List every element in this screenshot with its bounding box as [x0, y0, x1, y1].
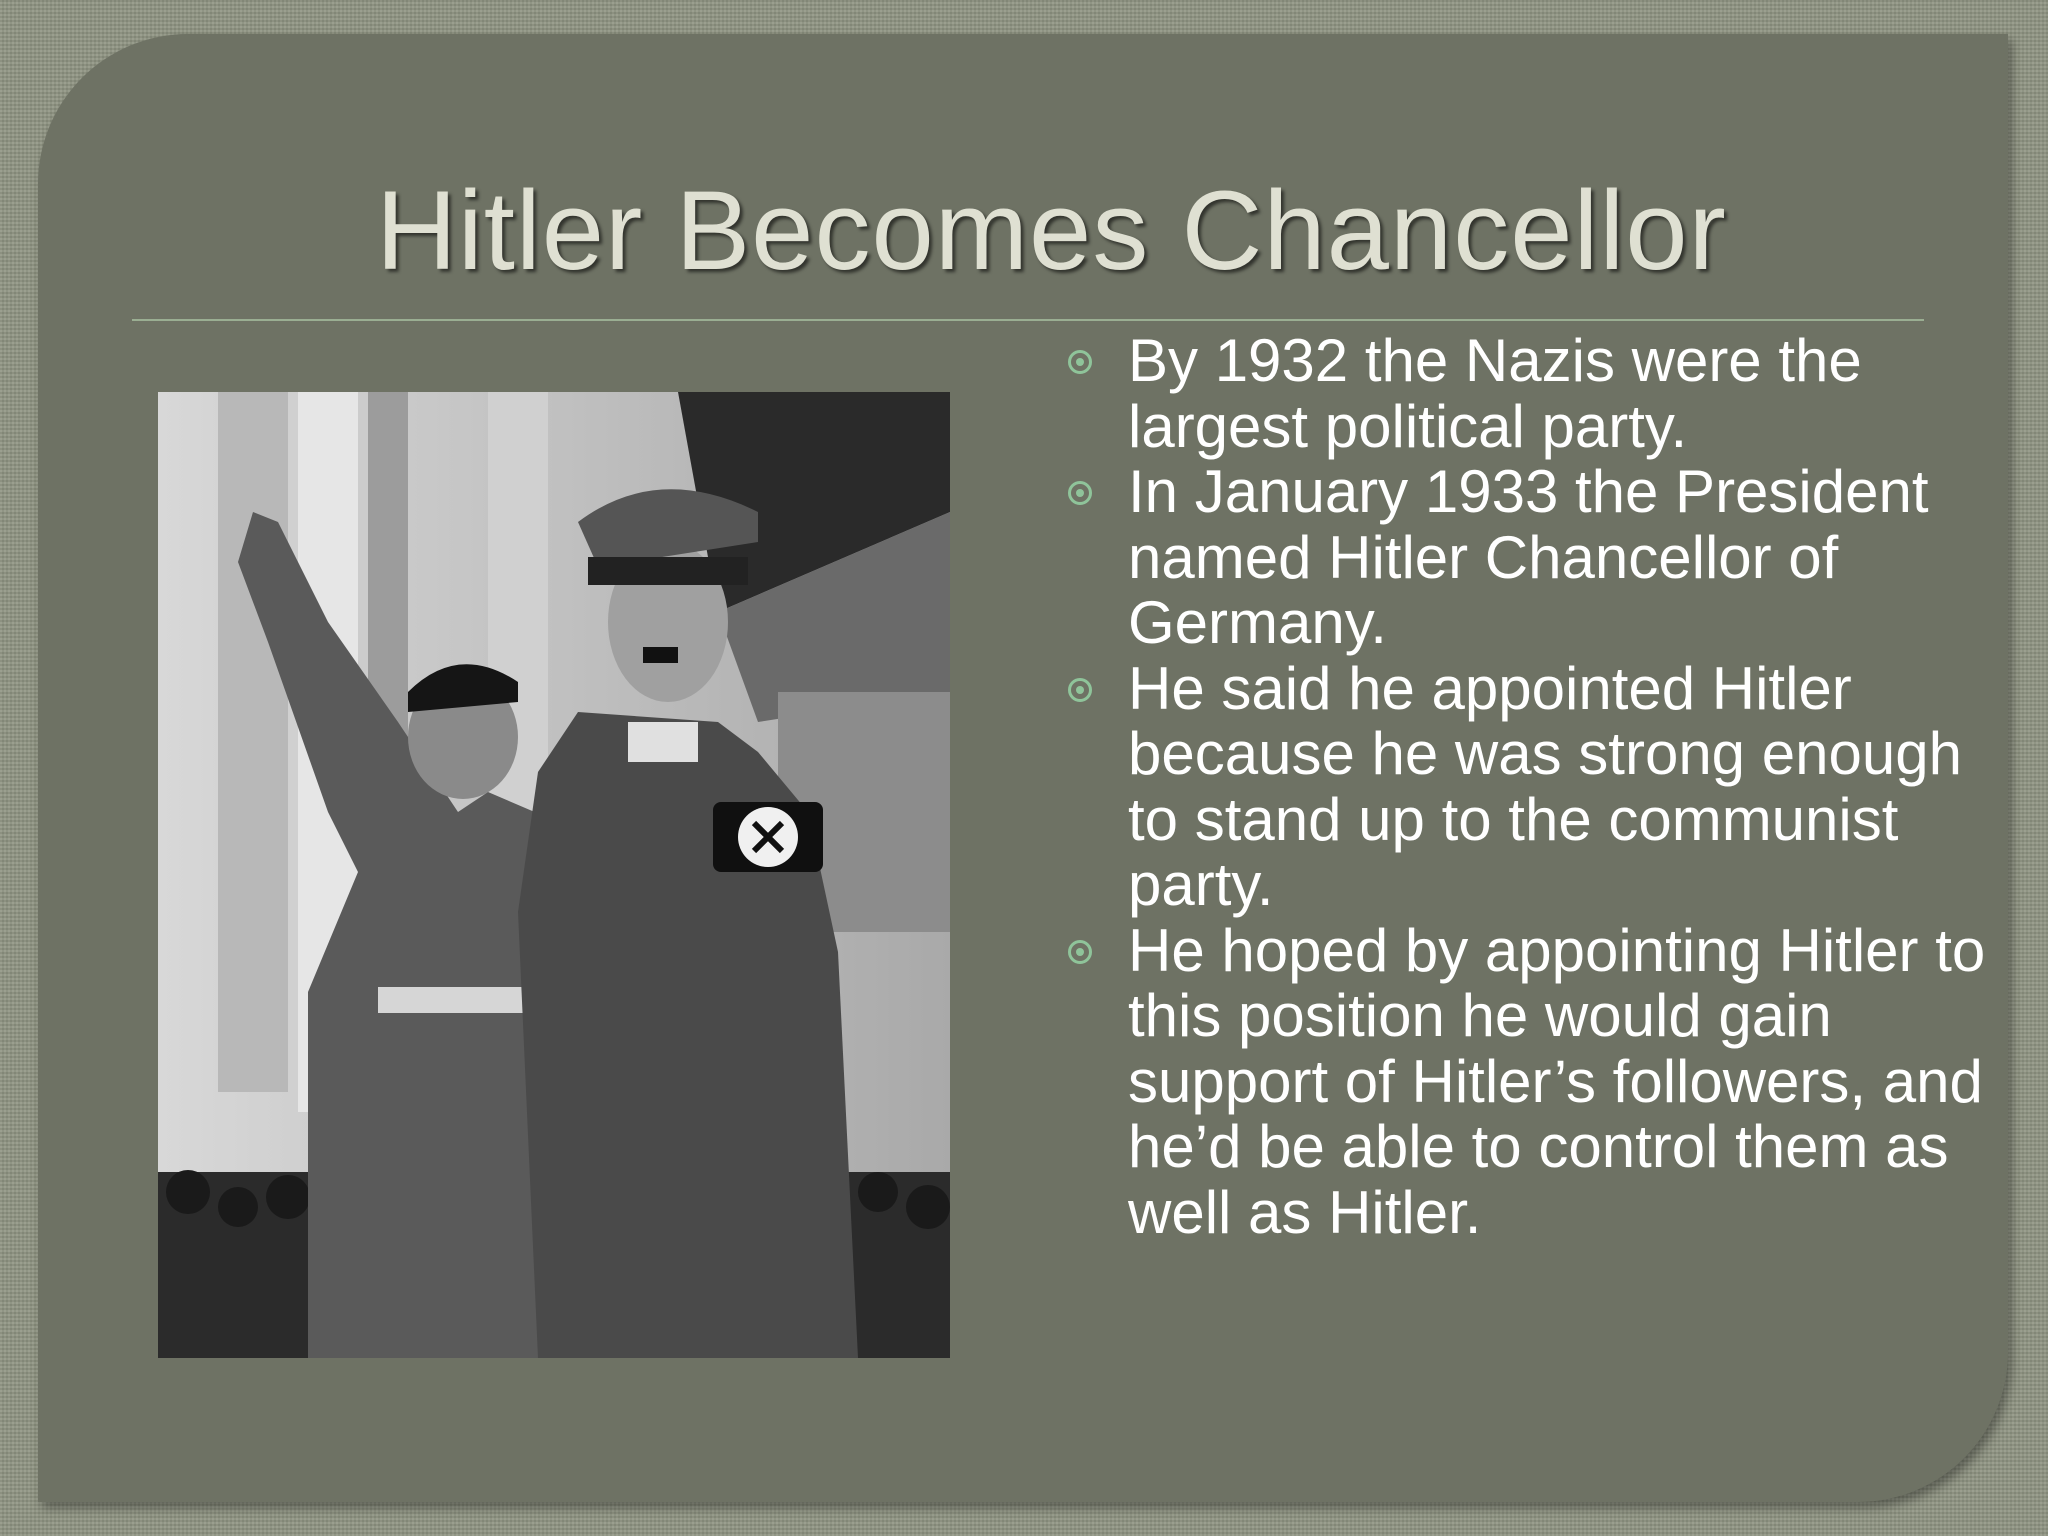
bullet-item [1060, 918, 2020, 1246]
bullet-text: He hoped by appointing Hitler to this position he would gain support of Hitler’s followers, and he’d be able to control them as well as Hitler. [1128, 916, 1986, 1246]
bullet-item [1060, 656, 2020, 918]
bullet-list [1060, 328, 2020, 1245]
bullet-circle-icon [1068, 940, 1092, 964]
bullet-item [1060, 459, 2020, 656]
title-divider [132, 319, 1924, 321]
bullet-text: In January 1933 the President named Hitler Chancellor of Germany. [1128, 458, 1929, 656]
slide-title: Hitler Becomes Chancellor [376, 168, 1727, 293]
bullet-circle-icon [1068, 678, 1092, 702]
bullet-item [1060, 328, 2020, 459]
bullet-text: By 1932 the Nazis were the largest political party. [1128, 327, 1862, 460]
bullet-circle-icon [1068, 350, 1092, 374]
bullet-text: He said he appointed Hitler because he was strong enough to stand up to the communist party. [1128, 654, 1962, 918]
photo-graphic [158, 392, 950, 1358]
historical-photo [158, 392, 950, 1358]
bullet-circle-icon [1068, 481, 1092, 505]
